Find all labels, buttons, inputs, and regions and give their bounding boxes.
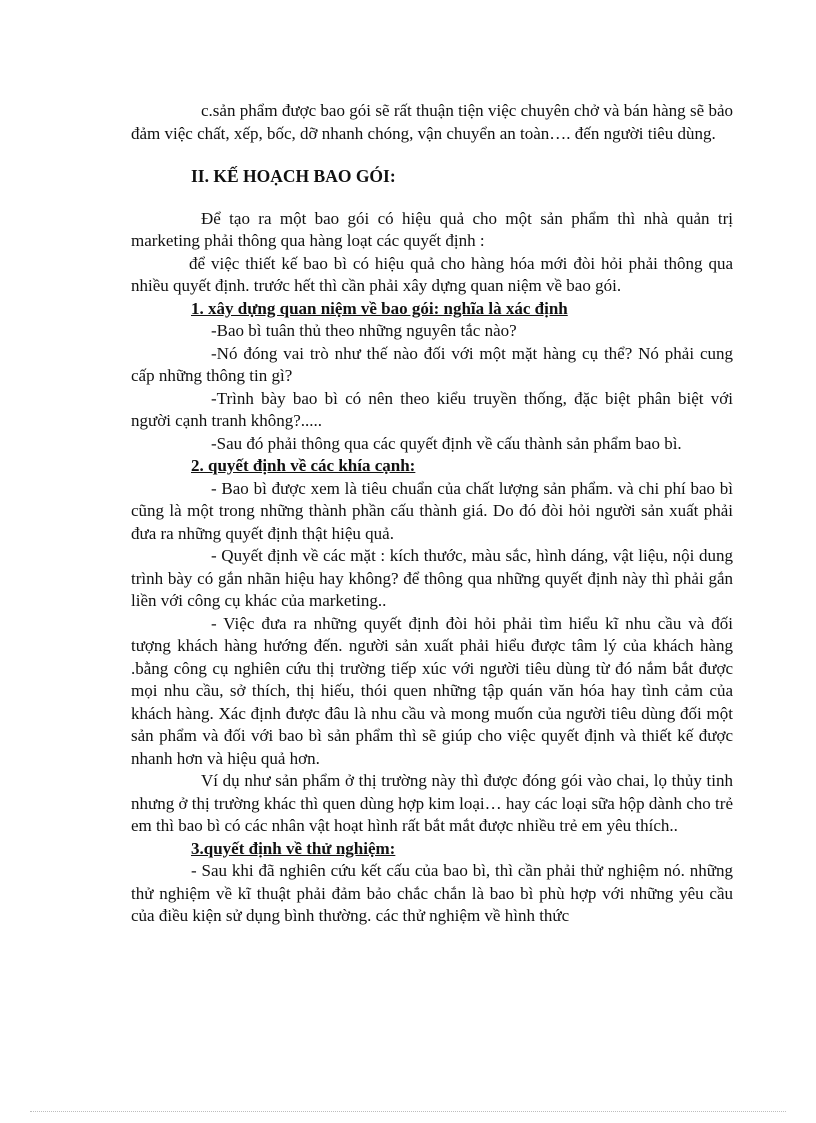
subsection-3-heading: 3.quyết định về thử nghiệm: — [191, 838, 396, 858]
subsection-1-heading: 1. xây dựng quan niệm về bao gói: nghĩa là xác định — [191, 298, 568, 318]
subsection-1-item: -Sau đó phải thông qua các quyết định về cấu thành sản phẩm bao bì. — [211, 433, 682, 453]
subsection-2-item: - Việc đưa ra những quyết định đòi hỏi phải tìm hiểu kĩ nhu cầu và đối tượng khách hàng hướng đến. người sản xuất phải hiểu được tâm lý của khách hàng .bằng công cụ nghiên cứu thị trường tiếp xúc với người tiêu dùng từ đó nắm bắt được mọi nhu cầu, sở thích, thị hiếu, thói quen những tập quán văn hóa hay tình cảm của khách hàng. Xác định được đâu là nhu cầu và mong muốn của người tiêu dùng đối một sản phẩm và đối với bao bì sản phẩm thì sẽ giúp cho việc quyết định và thiết kế được nhanh hơn và hiệu quả hơn. — [131, 613, 733, 768]
page-bottom-divider — [30, 1111, 786, 1112]
subsection-2-example: Ví dụ như sản phẩm ở thị trường này thì được đóng gói vào chai, lọ thủy tinh nhưng ở thị trường khác thì quen dùng hợp kim loại… hay các loại sữa hộp dành cho trẻ em thì bao bì có các nhân vật hoạt hình rất bắt mắt được nhiều trẻ em yêu thích.. — [131, 771, 733, 835]
subsection-3-item: - Sau khi đã nghiên cứu kết cấu của bao bì, thì cần phải thử nghiệm nó. những thử nghiệm về kĩ thuật phải đảm bảo chắc chắn là bao bì phù hợp với những yêu cầu của điều kiện sử dụng bình thường. các thử nghiệm về hình thức — [131, 861, 733, 925]
subsection-1-item: -Bao bì tuân thủ theo những nguyên tắc nào? — [211, 321, 517, 340]
subsection-2-heading: 2. quyết định về các khía cạnh: — [191, 456, 416, 475]
subsection-2-item: - Quyết định về các mặt : kích thước, màu sắc, hình dáng, vật liệu, nội dung trình bày có gắn nhãn hiệu hay không? để thông qua những quyết định này thì phải gắn liền với công cụ khác của marketing.. — [131, 546, 733, 610]
intro-paragraph-c: c.sản phẩm được bao gói sẽ rất thuận tiện việc chuyên chở và bán hàng sẽ bảo đảm việc chất, xếp, bốc, dỡ nhanh chóng, vận chuyển an toàn…. đến người tiêu dùng. — [131, 101, 733, 143]
paragraph-2: để việc thiết kế bao bì có hiệu quả cho hàng hóa mới đòi hỏi phải thông qua nhiều quyết định. trước hết thì cần phải xây dựng quan niệm về bao gói. — [131, 253, 733, 295]
subsection-1-item: -Nó đóng vai trò như thế nào đối với một mặt hàng cụ thể? Nó phải cung cấp những thông tin gì? — [131, 343, 733, 385]
subsection-2-item: - Bao bì được xem là tiêu chuẩn của chất lượng sản phẩm. và chi phí bao bì cũng là một trong những thành phần cấu thành giá. Do đó đòi hỏi người sản xuất phải đưa ra những quyết định thật hiệu quả. — [131, 478, 733, 543]
paragraph-1: Để tạo ra một bao gói có hiệu quả cho một sản phẩm thì nhà quản trị marketing phải thông qua hàng loạt các quyết định : — [131, 208, 733, 250]
document-page — [131, 100, 733, 928]
section-heading: II. KẾ HOẠCH BAO GÓI: — [191, 166, 396, 186]
subsection-1-item: -Trình bày bao bì có nên theo kiểu truyền thống, đặc biệt phân biệt với người cạnh tranh không?..... — [131, 388, 733, 430]
